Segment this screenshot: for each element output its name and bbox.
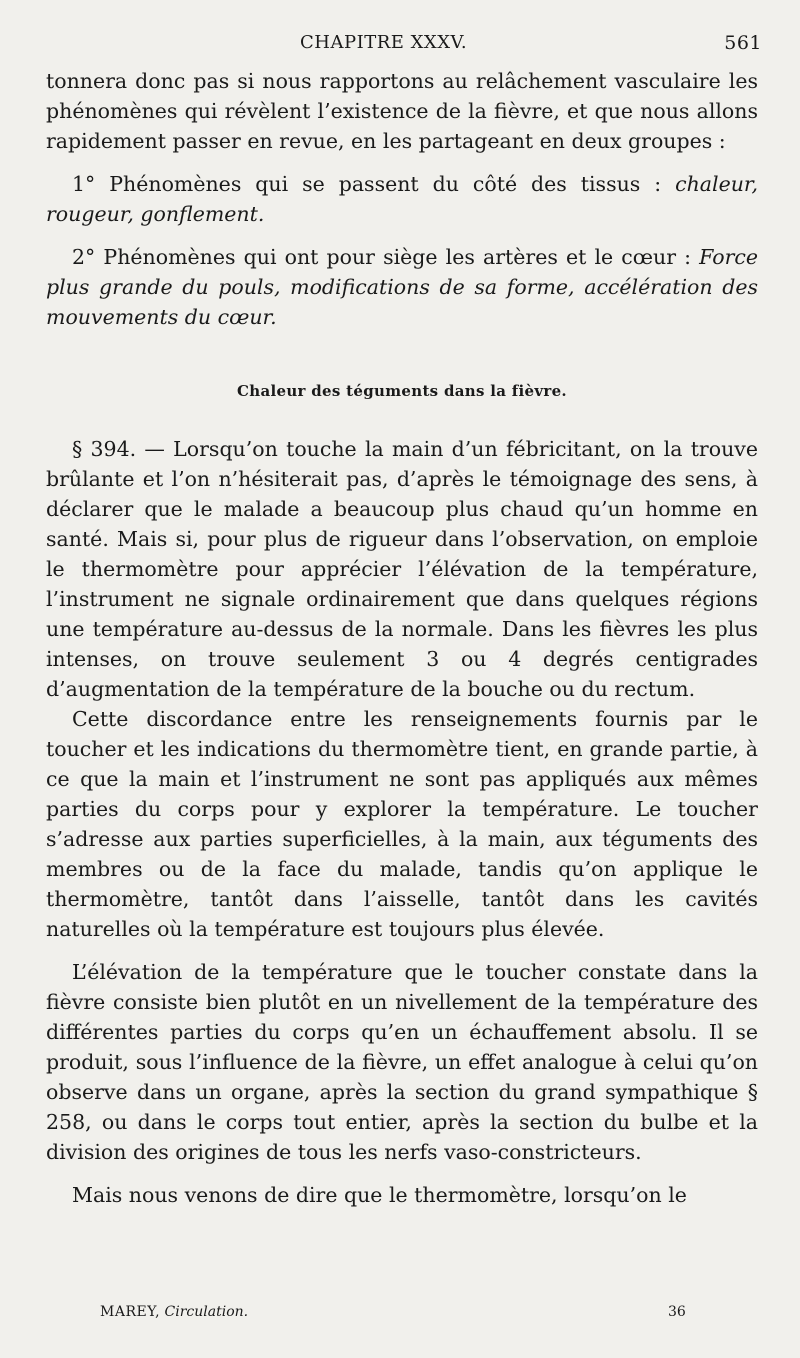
list-item-arteres [46, 242, 758, 332]
page-footer [0, 1304, 800, 1328]
paragraph-394: § 394. — Lorsqu’on touche la main d’un fébricitant, on la trouve brûlante et l’on n’hésiterait pas, d’après le témoignage des sens, à déclarer que le malade a beaucoup plus chaud qu’un homme en santé. Mais si, pour plus de rigueur dans l’observation, on emploie le thermomètre pour apprécier l’élévation de la température, l’instrument ne signale ordinairement que dans quelques régions une température au-dessus de la normale. Dans les fièvres les plus intenses, on trouve seulement 3 ou 4 degrés centigrades d’augmentation de la température de la bouche ou du rectum. [46, 437, 758, 701]
paragraph-last: Mais nous venons de dire que le thermomètre, lorsqu’on le [72, 1183, 687, 1207]
paragraph-discordance: Cette discordance entre les renseignements fournis par le toucher et les indications du thermomètre tient, en grande partie, à ce que la main et l’instrument ne sont pas appliqués aux mêmes parties du corps pour y explorer la température. Le toucher s’adresse aux parties superficielles, à la main, aux téguments des membres ou de la face du malade, tandis qu’on applique le thermomètre, tantôt dans l’aisselle, tantôt dans les cavités naturelles où la température est toujours plus élevée. [46, 707, 758, 941]
book-source [100, 1304, 248, 1320]
page-number: 561 [724, 32, 762, 54]
page-body [46, 66, 758, 1210]
paragraph-intro: tonnera donc pas si nous rapportons au relâchement vasculaire les phénomènes qui révèlent l’existence de la fièvre, et que nous allons rapidement passer en revue, en les partageant en deux groupes : [46, 69, 758, 153]
chapter-title: CHAPITRE XXXV. [300, 32, 468, 53]
paragraph-elevation: L’élévation de la température que le toucher constate dans la fièvre consiste bien plutôt en un nivellement de la température des différentes parties du corps qu’en un échauffement absolu. Il se produit, sous l’influence de la fièvre, un effet analogue à celui qu’on observe dans un organe, après la section du grand sympathique § 258, ou dans le corps tout entier, après la section du bulbe et la division des origines de tous les nerfs vaso-constricteurs. [46, 960, 758, 1164]
list-item-tissus-text: 1° Phénomènes qui se passent du côté des tissus : [72, 172, 676, 196]
section-heading: Chaleur des téguments dans la fièvre. [237, 382, 567, 400]
book-title: Circulation. [164, 1304, 249, 1320]
author-name: MAREY, [100, 1304, 161, 1320]
list-item-arteres-emphasis: Force plus grande du pouls, modifications de sa forme, accélération des mouvements du cœur. [46, 245, 758, 329]
list-item-tissus-emphasis: chaleur, rougeur, gonflement. [46, 172, 758, 226]
running-header [0, 32, 800, 58]
list-item-tissus [46, 169, 758, 229]
list-item-arteres-text: 2° Phénomènes qui ont pour siège les artères et le cœur : [72, 245, 700, 269]
signature-mark: 36 [668, 1304, 686, 1320]
